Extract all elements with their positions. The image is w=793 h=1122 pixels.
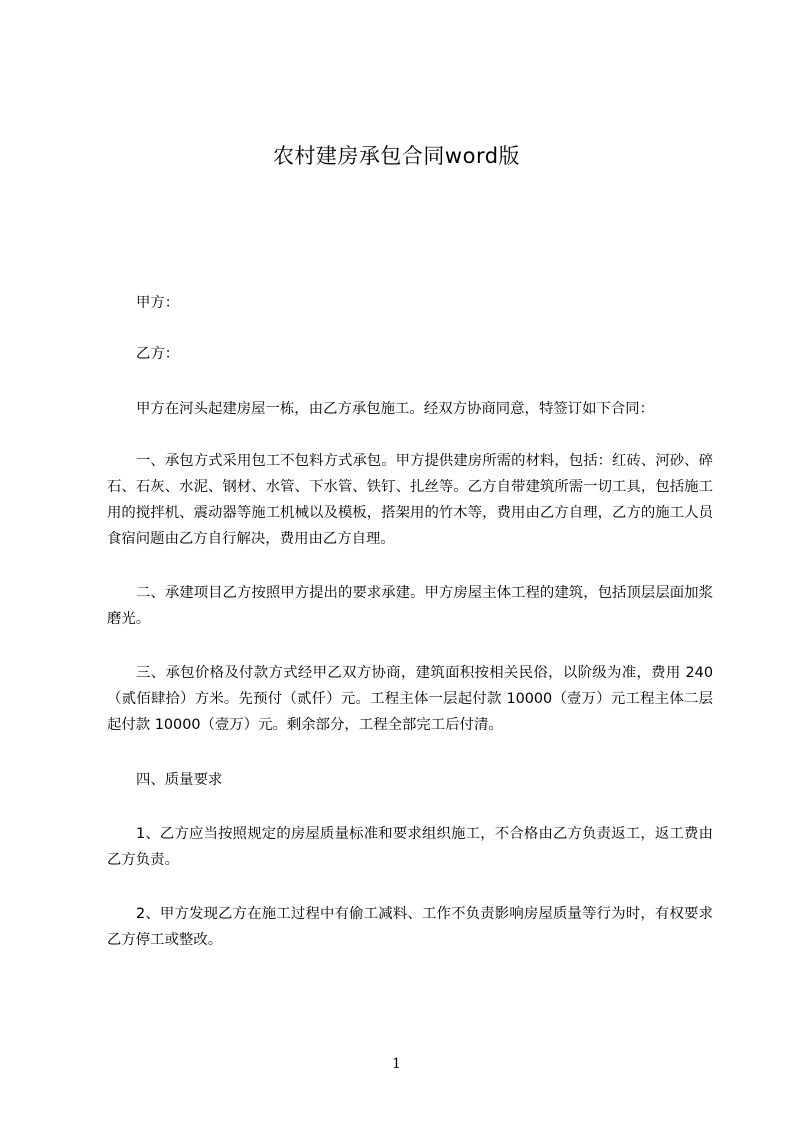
document-title: 农村建房承包合同word版: [272, 144, 521, 168]
clause-4-item-2: 2、甲方发现乙方在施工过程中有偷工减料、工作不负责影响房屋质量等行为时，有权要求乙方停工或整改。: [107, 906, 713, 948]
party-b-line: 乙方：: [136, 346, 180, 362]
clause-2-paragraph: 二、承建项目乙方按照甲方提出的要求承建。甲方房屋主体工程的建筑，包括顶层层面加浆磨光。: [107, 585, 713, 627]
party-a-line: 甲方：: [136, 295, 180, 311]
clause-4-heading: 四、质量要求: [136, 772, 223, 788]
clause-3-paragraph: 三、承包价格及付款方式经甲乙双方协商，建筑面积按相关民俗，以阶级为准，费用 240（贰佰肆拾）方米。先预付（贰仟）元。工程主体一层起付款 10000（壹万）元工程主体二层起付款 10000（壹万）元。剩余部分，工程全部完工后付清。: [107, 665, 713, 733]
intro-paragraph: 甲方在河头起建房屋一栋，由乙方承包施工。经双方协商同意，特签订如下合同：: [136, 401, 655, 417]
clause-4-item-1: 1、乙方应当按照规定的房屋质量标准和要求组织施工，不合格由乙方负责返工，返工费由乙方负责。: [107, 826, 713, 868]
clause-1-paragraph: 一、承包方式采用包工不包料方式承包。甲方提供建房所需的材料，包括：红砖、河砂、碎石、石灰、水泥、钢材、水管、下水管、铁钉、扎丝等。乙方自带建筑所需一切工具，包括施工用的搅拌机、震动器等施工机械以及模板，搭架用的竹木等，费用由乙方自理，乙方的施工人员食宿问题由乙方自行解决，费用由乙方自理。: [107, 453, 713, 547]
page-number: 1: [392, 1056, 401, 1072]
